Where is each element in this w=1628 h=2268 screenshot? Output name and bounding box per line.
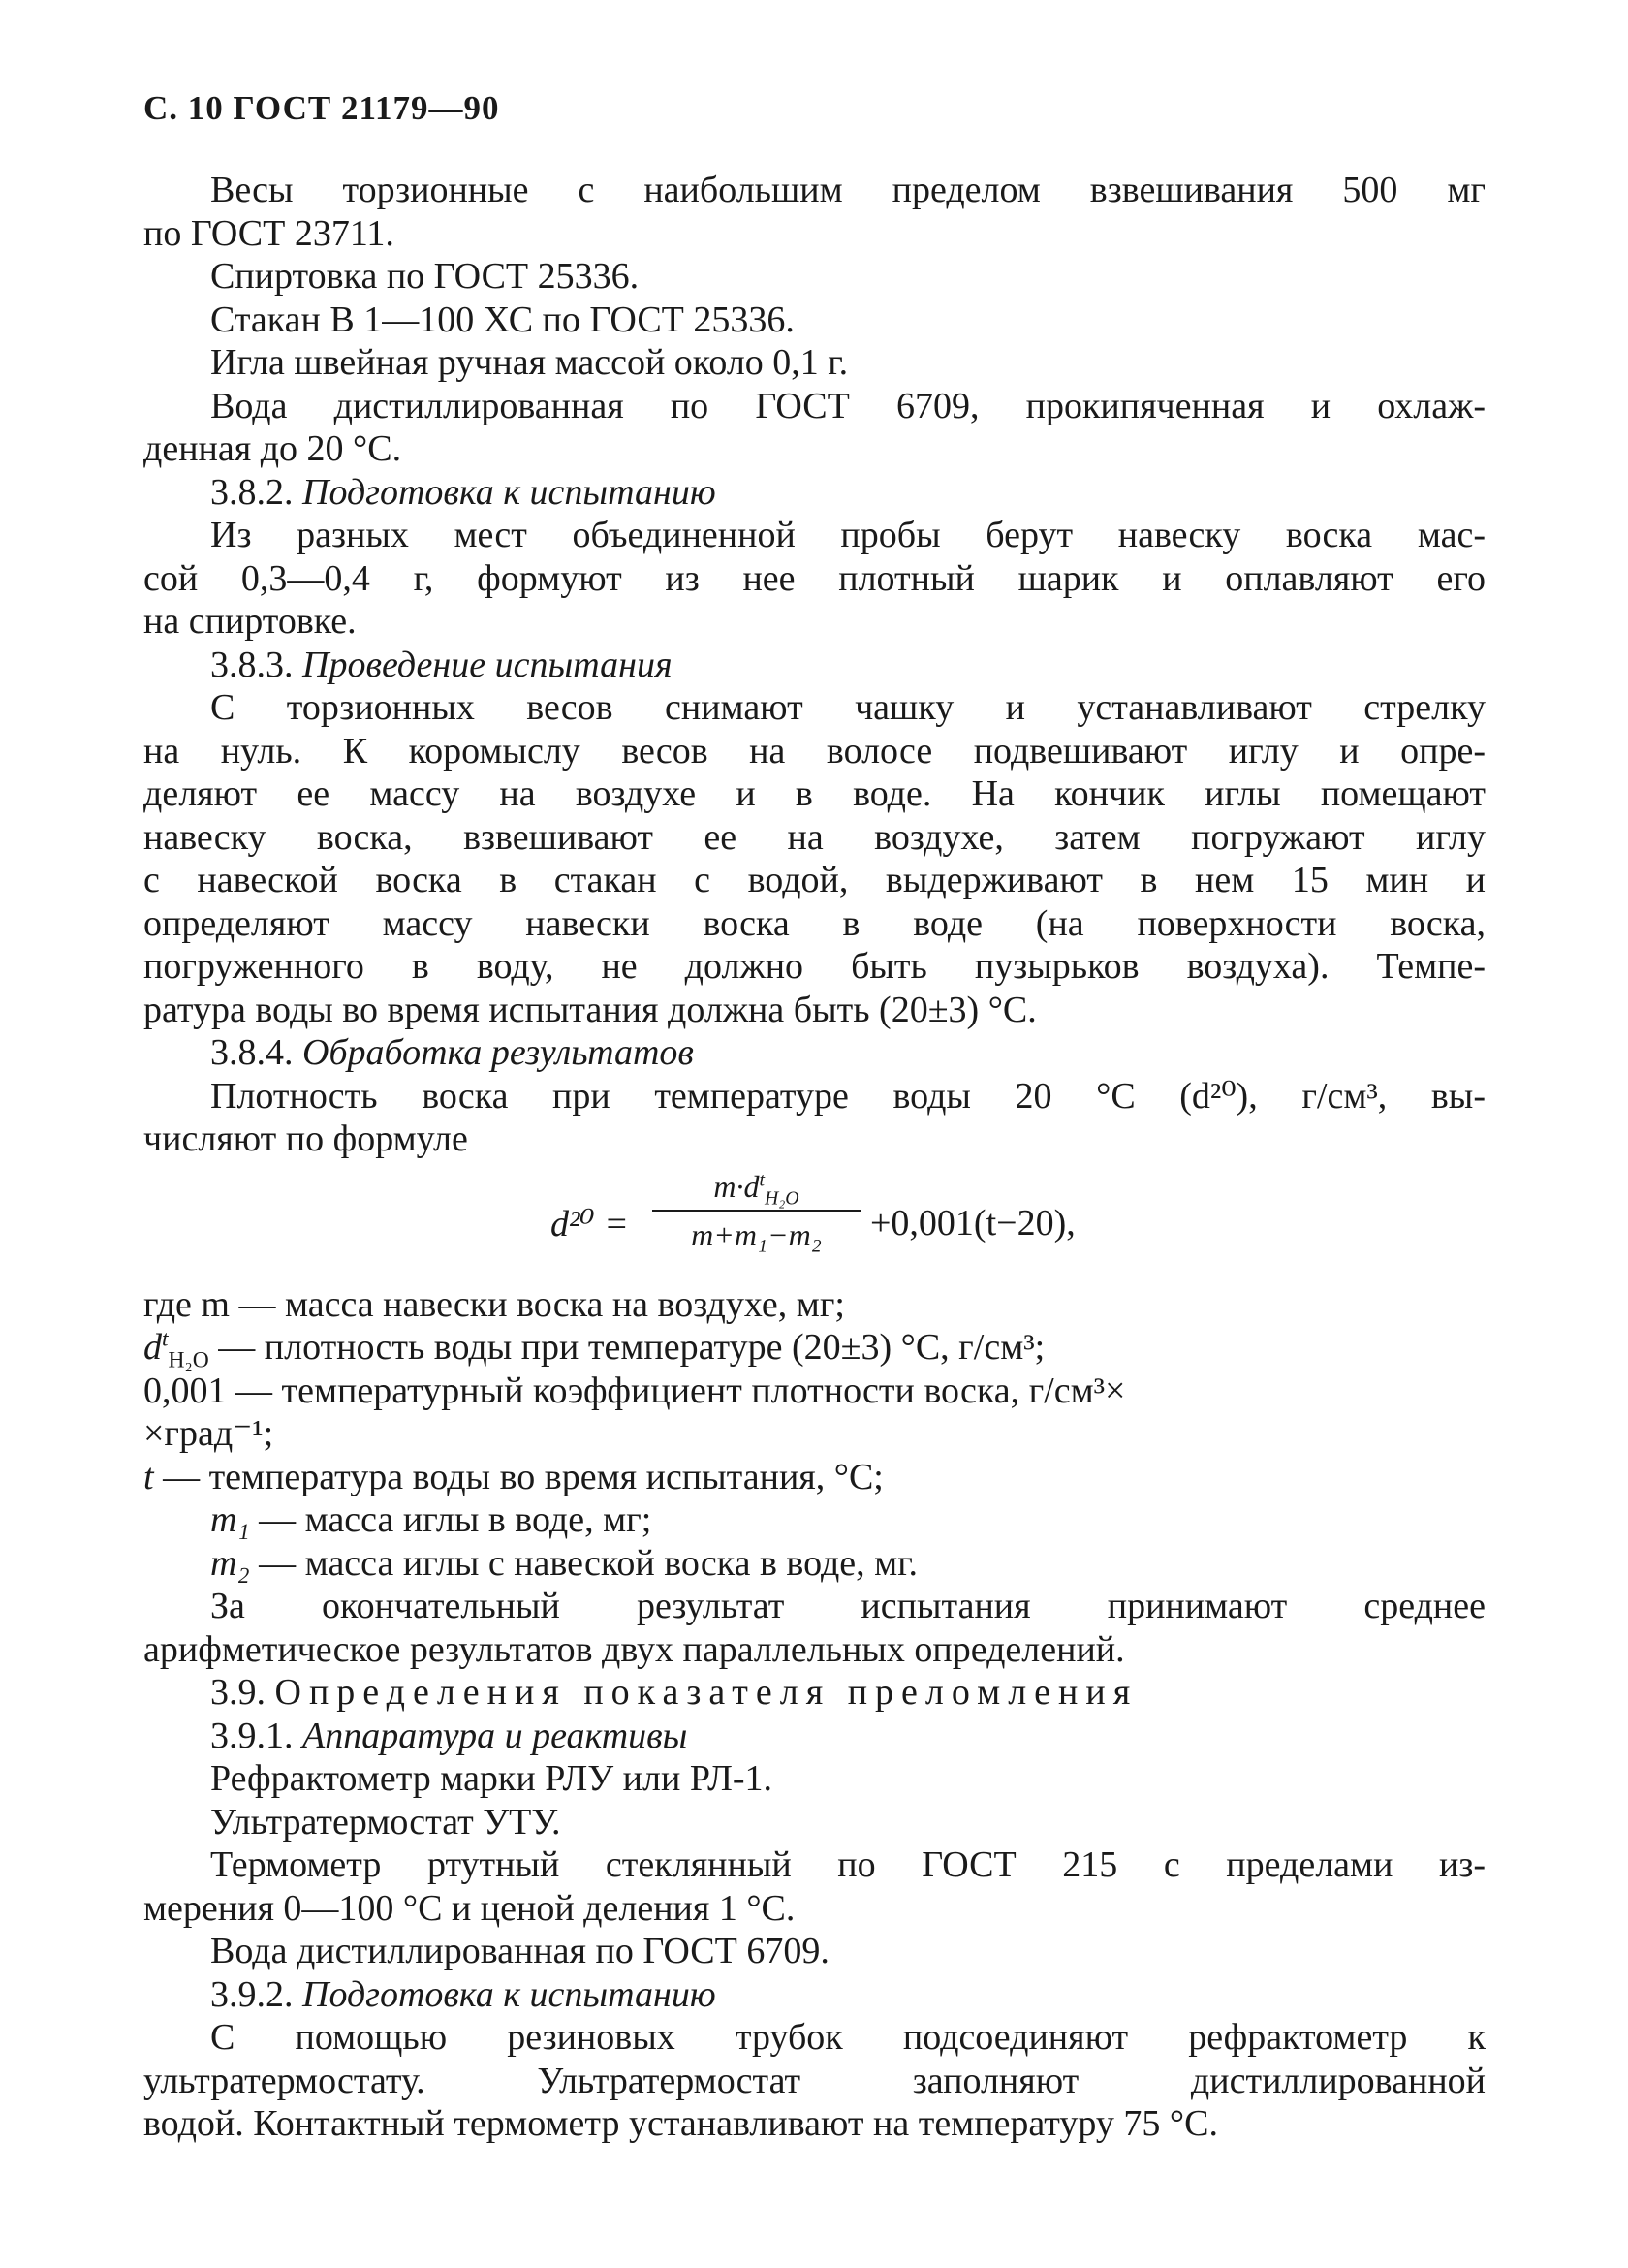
- paragraph-line: мерения 0—100 °С и ценой деления 1 °С.: [143, 1887, 796, 1929]
- formula-rhs: +0,001(t−20),: [870, 1202, 1076, 1244]
- section-title: Подготовка к испытанию: [302, 1973, 716, 2015]
- paragraph-line: Термометр ртутный стеклянный по ГОСТ 215 с пределами из-: [210, 1844, 1486, 1885]
- where-line-dh2o: $d^t_{H_2O}$ — плотность воды при температуре (20±3) °С, г/см³;: [143, 1326, 1046, 1373]
- document-page: [143, 89, 1486, 2146]
- section-title: Определения показателя преломления: [274, 1672, 1139, 1713]
- section-number: 3.8.4.: [210, 1032, 294, 1073]
- paragraph-line: С помощью резиновых трубок подсоединяют рефрактометр к: [210, 2017, 1486, 2058]
- section-number: 3.8.3.: [210, 644, 294, 685]
- paragraph-line: арифметическое результатов двух параллельных определений.: [143, 1628, 1125, 1670]
- where-line-m: где m — масса навески воска на воздухе, мг;: [143, 1283, 845, 1325]
- paragraph-line: на спиртовке.: [143, 601, 357, 642]
- section-title: Подготовка к испытанию: [302, 471, 716, 513]
- section-title: Обработка результатов: [302, 1032, 694, 1073]
- paragraph-line: числяют по формуле: [143, 1118, 468, 1159]
- density-formula: [143, 1165, 1486, 1281]
- section-3-9-2-heading: [143, 1973, 1486, 2017]
- where-line-coefficient: 0,001 — температурный коэффициент плотности воска, г/см³×: [143, 1370, 1126, 1411]
- line-l4: Игла швейная ручная массой около 0,1 г.: [210, 342, 849, 383]
- line-l1b: по ГОСТ 23711.: [143, 212, 394, 254]
- section-title: Проведение испытания: [302, 644, 673, 685]
- page-header: С. 10 ГОСТ 21179—90: [143, 89, 500, 127]
- paragraph-line: ультратермостату. Ультратермостат заполняют дистиллированной: [143, 2060, 1486, 2101]
- where-line-m2: m₂ — масса иглы с навеской воска в воде, мг.: [210, 1542, 919, 1584]
- paragraph-line: навеску воска, взвешивают ее на воздухе, затем погружают иглу: [143, 816, 1486, 858]
- section-3-8-3-heading: [143, 644, 1486, 687]
- formula-fraction: [652, 1165, 861, 1256]
- section-3-9-1-heading: [143, 1715, 1486, 1758]
- formula-numerator: $m\cdot d^t_{H_2O}$: [713, 1168, 799, 1209]
- paragraph-line: ратура воды во время испытания должна быть (20±3) °С.: [143, 989, 1037, 1030]
- where-line-t: t — температура воды во время испытания, °С;: [143, 1456, 884, 1497]
- section-number: 3.9.: [210, 1672, 266, 1713]
- line-l5b: денная до 20 °С.: [143, 428, 402, 469]
- line-l3: Стакан В 1—100 ХС по ГОСТ 25336.: [210, 299, 795, 340]
- section-number: 3.9.1.: [210, 1715, 294, 1756]
- where-line-coefficient-cont: ×град⁻¹;: [143, 1413, 274, 1454]
- line-l2: Спиртовка по ГОСТ 25336.: [210, 256, 640, 297]
- paragraph-line: определяют массу навески воска в воде (на поверхности воска,: [143, 902, 1486, 944]
- paragraph-line: За окончательный результат испытания принимают среднее: [210, 1586, 1486, 1626]
- paragraph-line: Вода дистиллированная по ГОСТ 6709.: [210, 1931, 830, 1971]
- paragraph-line: Из разных мест объединенной пробы берут навеску воска мас-: [210, 515, 1486, 555]
- paragraph-line: на нуль. К коромыслу весов на волосе подвешивают иглу и опре-: [143, 730, 1486, 772]
- section-number: 3.8.2.: [210, 471, 294, 513]
- paragraph-line: деляют ее массу на воздухе и в воде. На кончик иглы помещают: [143, 773, 1486, 814]
- section-title: Аппаратура и реактивы: [302, 1715, 688, 1756]
- line-l1a: Весы торзионные с наибольшим пределом взвешивания 500 мг: [210, 170, 1486, 210]
- where-line-m1: m₁ — масса иглы в воде, мг;: [210, 1499, 652, 1540]
- section-number: 3.9.2.: [210, 1973, 294, 2015]
- paragraph-line: с навеской воска в стакан с водой, выдерживают в нем 15 мин и: [143, 860, 1486, 900]
- section-3-8-4-heading: [143, 1031, 1486, 1075]
- formula-lhs: d²⁰ =: [550, 1203, 629, 1244]
- formula-denominator: m+m₁−m₂: [691, 1216, 822, 1252]
- paragraph-line: Рефрактометр марки РЛУ или РЛ-1.: [210, 1758, 773, 1799]
- paragraph-line: погруженного в воду, не должно быть пузырьков воздуха). Темпе-: [143, 946, 1486, 987]
- line-l5a: Вода дистиллированная по ГОСТ 6709, прокипяченная и охлаж-: [210, 385, 1486, 426]
- paragraph-line: Плотность воска при температуре воды 20 °С (d²⁰), г/см³, вы-: [210, 1075, 1486, 1117]
- section-3-9-heading: [143, 1671, 1486, 1715]
- paragraph-line: водой. Контактный термометр устанавливают на температуру 75 °С.: [143, 2103, 1218, 2144]
- fraction-bar: [652, 1210, 861, 1212]
- paragraph-line: С торзионных весов снимают чашку и устанавливают стрелку: [210, 687, 1486, 728]
- paragraph-line: сой 0,3—0,4 г, формуют из нее плотный шарик и оплавляют его: [143, 557, 1486, 599]
- paragraph-line: Ультратермостат УТУ.: [210, 1801, 561, 1843]
- section-3-8-2-heading: [143, 471, 1486, 515]
